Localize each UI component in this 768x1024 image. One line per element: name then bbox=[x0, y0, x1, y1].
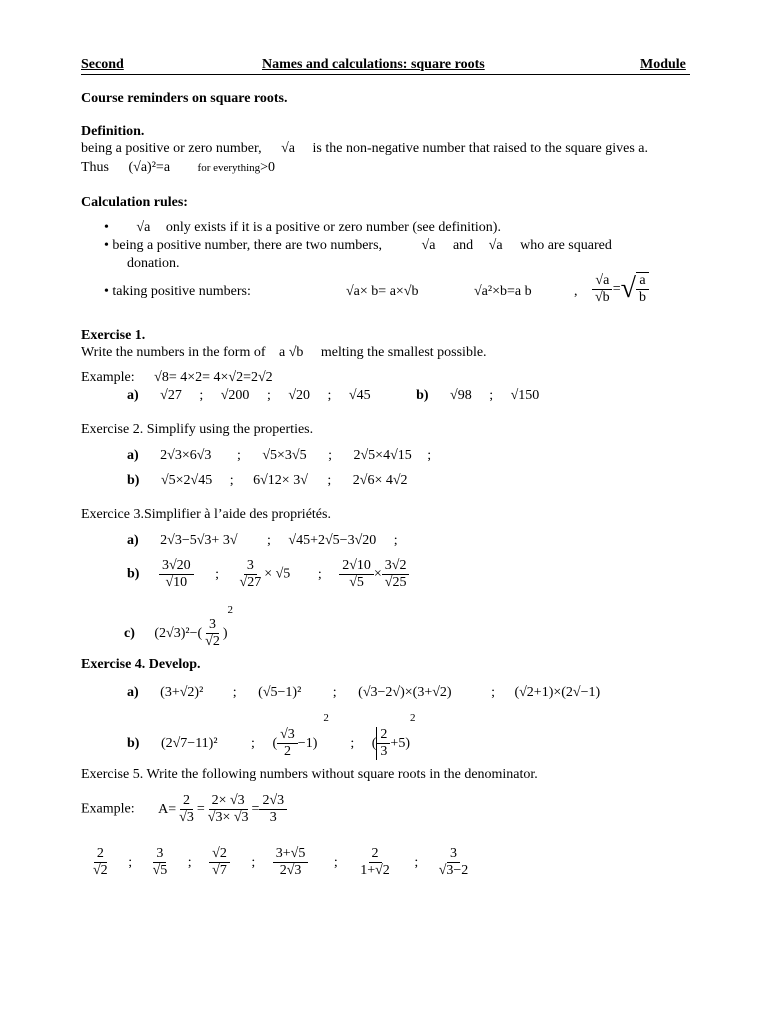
rules-bullet2-cont: donation. bbox=[127, 256, 180, 271]
ex2-b-item: 2√6× 4√2 bbox=[352, 473, 408, 488]
ex4-row-a bbox=[127, 685, 600, 701]
ex5-frac1-den: √3 bbox=[179, 810, 194, 826]
ex4-b-item2-den: 2 bbox=[283, 744, 291, 760]
ex4-b-item1: (2√7−11)² bbox=[160, 735, 218, 751]
ex1-text-b: melting the smallest possible. bbox=[320, 345, 487, 360]
ex5-item: $\frac{2}{√2}$ bbox=[93, 846, 108, 879]
ex5-example-a: A= bbox=[158, 801, 177, 817]
ex4-a-sep: ; bbox=[232, 685, 237, 700]
ex5-item: $\frac{2}{1+√2}$ bbox=[360, 846, 390, 879]
ex1-row-a bbox=[127, 388, 539, 404]
ex5-item: $\frac{3+√5}{2√3}$ bbox=[273, 846, 309, 879]
ex2-row-b bbox=[127, 473, 408, 489]
ex4-b-item3-exponent: 2 bbox=[409, 712, 416, 724]
ex3-title: Exercice 3.Simplifier à l’aide des propriétés. bbox=[81, 507, 331, 522]
rule-square-formula: √a²×b=a b bbox=[474, 284, 532, 299]
ex5-frac1-num: 2 bbox=[180, 793, 193, 810]
definition-thus bbox=[81, 160, 275, 176]
ex1-b-sep: ; bbox=[489, 388, 494, 403]
ex1-a-sep: ; bbox=[327, 388, 332, 403]
ex1-a-sep: ; bbox=[266, 388, 271, 403]
ex3-a-sep: ; bbox=[267, 533, 271, 548]
ex2-a-sep: ; bbox=[328, 448, 332, 463]
ex5-sep: ; bbox=[187, 854, 192, 870]
ex4-b-item2-close: −1) bbox=[297, 735, 318, 751]
rules-title: Calculation rules: bbox=[81, 195, 188, 210]
ex4-a-item: (3+√2)² bbox=[160, 685, 204, 700]
definition-text-b: is the non-negative number that raised to the square gives a. bbox=[312, 141, 649, 156]
ex4-a-sep: ; bbox=[491, 685, 495, 700]
ex3-row-a bbox=[127, 533, 398, 549]
ex1-a-item: √27 bbox=[160, 388, 182, 403]
ex3-a-item: 2√3−5√3+ 3√ bbox=[160, 533, 238, 548]
ex3-b-frac4-den: √25 bbox=[384, 575, 407, 591]
ex2-a-item: √5×3√5 bbox=[262, 448, 307, 463]
ex1-instruction bbox=[81, 345, 487, 361]
header-right: Module bbox=[640, 57, 686, 72]
ex3-b-frac2-den: √27 bbox=[239, 575, 262, 591]
quotient-num: √a bbox=[592, 273, 612, 290]
ex3-b-frac3-den: √5 bbox=[349, 575, 364, 591]
thus-value: >0 bbox=[260, 160, 276, 175]
rules-bullet2 bbox=[104, 238, 612, 254]
ex4-b-sep: ; bbox=[251, 735, 255, 751]
ex5-item: $\frac{3}{√5}$ bbox=[152, 846, 168, 879]
ex3-a-label: a) bbox=[127, 533, 139, 548]
ex1-text-a: Write the numbers in the form of bbox=[81, 345, 266, 360]
ex3-a-item: √45+2√5−3√20 bbox=[288, 533, 377, 548]
ex4-b-item3-open: ( bbox=[371, 735, 377, 751]
ex5-title: Exercise 5. Write the following numbers without square roots in the denominator. bbox=[81, 767, 538, 782]
ex3-c-num: 3 bbox=[206, 617, 219, 634]
ex3-b-frac2-tail: × √5 bbox=[264, 566, 291, 582]
ex4-a-item: (√3−2√)×(3+√2) bbox=[358, 685, 452, 700]
rules-bullet1 bbox=[104, 220, 501, 236]
ex3-b-label: b) bbox=[127, 566, 140, 582]
ex1-a-label: a) bbox=[127, 388, 139, 403]
ex1-b-label: b) bbox=[416, 388, 429, 403]
ex2-b-sep: ; bbox=[327, 473, 332, 488]
rule-comma: , bbox=[574, 284, 578, 299]
ex3-c-den: √2 bbox=[205, 634, 220, 650]
ex3-c-label: c) bbox=[124, 625, 135, 641]
ex4-b-item2-open: ( bbox=[272, 735, 278, 751]
bullet2-and: and bbox=[452, 238, 474, 253]
ex3-row-c bbox=[124, 604, 233, 650]
ex5-item: $\frac{√2}{√7}$ bbox=[209, 846, 230, 879]
ex3-b-frac1-num: 3√20 bbox=[159, 558, 194, 575]
definition-line1 bbox=[81, 141, 648, 157]
ex2-a-label: a) bbox=[127, 448, 139, 463]
ex4-title: Exercise 4. Develop. bbox=[81, 657, 201, 672]
ex3-b-sep: ; bbox=[317, 566, 322, 582]
rules-bullet3: • taking positive numbers: bbox=[104, 284, 251, 299]
ex3-b-frac3-num: 2√10 bbox=[339, 558, 374, 575]
ex2-b-item: 6√12× 3√ bbox=[253, 473, 308, 488]
ex5-sep: ; bbox=[414, 854, 419, 870]
ex4-a-item: (√2+1)×(2√−1) bbox=[514, 685, 601, 700]
bullet-dot: • bbox=[104, 220, 109, 235]
ex2-b-label: b) bbox=[127, 473, 140, 488]
ex1-example bbox=[81, 370, 273, 386]
bullet2-radical-1: √a bbox=[421, 238, 436, 253]
bullet2-text: • being a positive number, there are two numbers, bbox=[104, 238, 383, 253]
thus-label: Thus bbox=[81, 160, 109, 175]
ex4-b-label: b) bbox=[127, 735, 140, 751]
header-rule bbox=[81, 74, 690, 75]
bullet2-radical-2: √a bbox=[488, 238, 503, 253]
quotient-den: √b bbox=[595, 289, 610, 305]
ex3-b-times: × bbox=[373, 566, 382, 582]
definition-radical: √a bbox=[281, 141, 296, 156]
ex1-b-item: √150 bbox=[510, 388, 540, 403]
ex5-eq: = bbox=[251, 801, 260, 817]
quotient-rnum: a bbox=[636, 273, 648, 290]
ex1-a-item: √200 bbox=[220, 388, 250, 403]
ex3-a-sep: ; bbox=[393, 533, 398, 548]
ex5-frac3-den: 3 bbox=[269, 810, 277, 826]
ex5-frac2-den: √3× √3 bbox=[207, 810, 249, 826]
ex1-example-label: Example: bbox=[81, 370, 135, 385]
ex4-a-item: (√5−1)² bbox=[258, 685, 302, 700]
ex2-a-sep: ; bbox=[427, 448, 432, 463]
quotient-eq: = bbox=[612, 281, 621, 297]
bullet2-tail: who are squared bbox=[520, 238, 612, 253]
ex2-b-item: √5×2√45 bbox=[160, 473, 213, 488]
ex2-a-item: 2√5×4√15 bbox=[353, 448, 412, 463]
ex4-b-item3-den: 3 bbox=[380, 744, 388, 760]
ex4-row-b bbox=[127, 712, 415, 760]
ex2-a-sep: ; bbox=[236, 448, 241, 463]
ex4-b-sep: ; bbox=[350, 735, 355, 751]
ex5-sep: ; bbox=[128, 854, 133, 870]
ex2-a-item: 2√3×6√3 bbox=[160, 448, 212, 463]
quotient-rden: b bbox=[638, 290, 646, 306]
ex5-eq: = bbox=[196, 801, 205, 817]
ex5-frac3-num: 2√3 bbox=[259, 793, 287, 810]
header-title: Names and calculations: square roots bbox=[262, 57, 485, 72]
definition-text-a: being a positive or zero number, bbox=[81, 141, 262, 156]
bullet1-text: only exists if it is a positive or zero number (see definition). bbox=[165, 220, 501, 235]
ex3-b-frac2-num: 3 bbox=[244, 558, 257, 575]
ex5-example bbox=[81, 793, 287, 826]
ex5-items-row bbox=[90, 846, 471, 879]
ex3-b-frac1-den: √10 bbox=[165, 575, 188, 591]
thus-formula: (√a)²=a bbox=[128, 160, 171, 175]
ex2-b-sep: ; bbox=[229, 473, 234, 488]
ex3-b-sep: ; bbox=[215, 566, 220, 582]
ex1-title: Exercise 1. bbox=[81, 328, 146, 343]
ex3-c-exponent: 2 bbox=[227, 604, 234, 616]
definition-title: Definition. bbox=[81, 124, 145, 139]
ex5-sep: ; bbox=[333, 854, 338, 870]
ex5-item: $\frac{3}{√3-2}$ bbox=[438, 846, 469, 879]
ex5-frac2-num: 2× √3 bbox=[209, 793, 248, 810]
ex1-a-item: √20 bbox=[288, 388, 311, 403]
ex1-b-item: √98 bbox=[450, 388, 472, 403]
rule-quotient-formula: $\frac{√a}{√b}$ =√ $\frac{a}{b}$ bbox=[592, 272, 649, 306]
intro-title: Course reminders on square roots. bbox=[81, 91, 288, 106]
ex3-c-text-b: ) bbox=[222, 625, 228, 641]
ex1-example-formula: √8= 4×2= 4×√2=2√2 bbox=[154, 370, 273, 385]
rule-product-formula: √a× b= a×√b bbox=[346, 284, 419, 299]
ex2-row-a bbox=[127, 448, 431, 464]
ex1-a-item: √45 bbox=[348, 388, 371, 403]
ex4-b-item2-num: √3 bbox=[277, 727, 298, 744]
ex4-b-item3-num: 2 bbox=[377, 727, 390, 744]
ex4-a-sep: ; bbox=[332, 685, 337, 700]
header-left: Second bbox=[81, 57, 124, 72]
ex3-c-text-a: (2√3)²−( bbox=[154, 625, 203, 641]
ex4-b-item2-exponent: 2 bbox=[323, 712, 329, 724]
bullet1-radical: √a bbox=[136, 220, 151, 235]
ex5-sep: ; bbox=[251, 854, 256, 870]
ex1-form: a √b bbox=[279, 345, 304, 360]
ex1-a-sep: ; bbox=[199, 388, 204, 403]
ex3-b-frac4-num: 3√2 bbox=[382, 558, 410, 575]
ex5-example-label: Example: bbox=[81, 801, 135, 817]
ex3-row-b bbox=[127, 558, 409, 591]
ex2-title: Exercise 2. Simplify using the properties. bbox=[81, 422, 314, 437]
ex4-b-item3-close: +5) bbox=[390, 735, 410, 751]
ex4-a-label: a) bbox=[127, 685, 139, 700]
thus-condition: for everything bbox=[197, 162, 261, 174]
